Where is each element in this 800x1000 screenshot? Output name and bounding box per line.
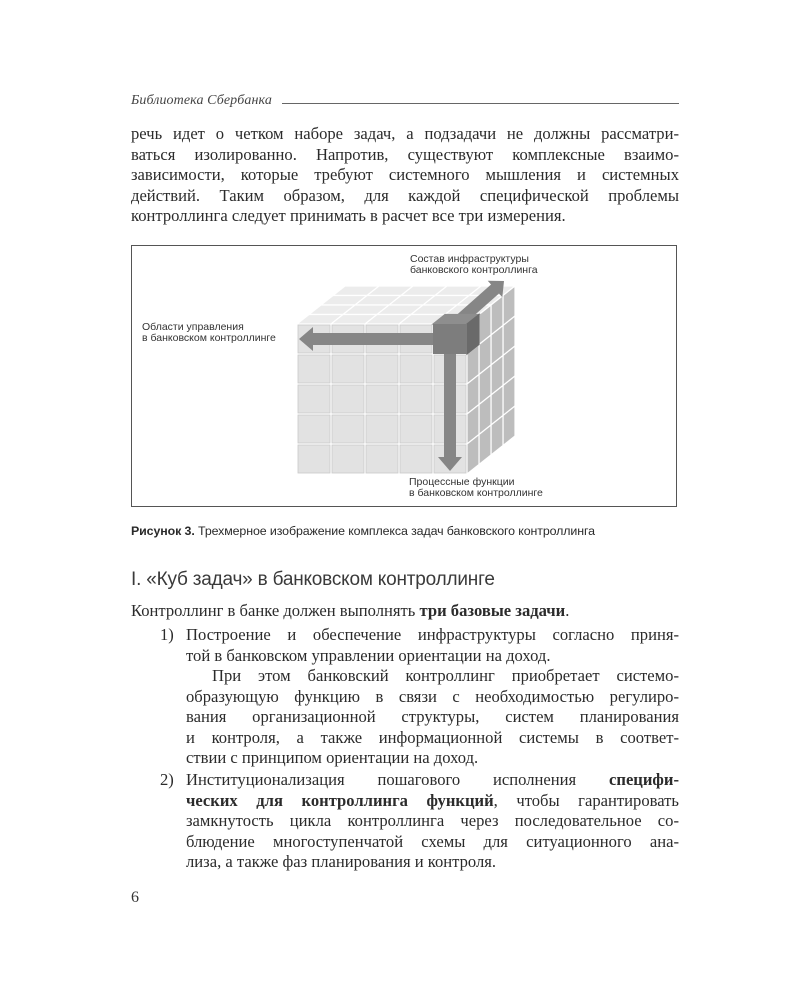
list-item-2 (186, 770, 679, 873)
cube-front-cell (366, 415, 398, 443)
label-line: в банковском контроллинге (142, 332, 276, 344)
cube-diagram (132, 246, 678, 508)
list-line: ствии с принципом ориентации на доход. (186, 748, 479, 768)
list-line: той в банковском управлении ориентации на доход. (186, 645, 551, 665)
list-bold: ческих для контроллинга функций (186, 790, 494, 810)
label-line: Состав инфраструктуры (410, 253, 529, 265)
cube-front-cell (332, 415, 364, 443)
lead-bold: три базовые задачи (419, 601, 566, 620)
section-heading: I. «Куб задач» в банковском контроллинге (131, 569, 495, 590)
cube-front-cell (298, 415, 330, 443)
cube-front-cell (332, 355, 364, 383)
highlight-cube-front (433, 324, 467, 354)
list-line: образующую функцию в связи с необходимостью регулиро- (186, 686, 679, 706)
cube-front-cell (400, 355, 432, 383)
list-line: лиза, а также фаз планирования и контроля. (186, 852, 497, 872)
list-line: вания организационной структуры, систем планирования (186, 707, 679, 727)
list-number: 2) (160, 770, 174, 789)
page-number: 6 (131, 889, 139, 906)
lead-text: Контроллинг в банке должен выполнять (131, 601, 420, 620)
list-text: , чтобы гарантировать (493, 790, 679, 810)
running-head-rule (282, 103, 679, 104)
paragraph-line: ваться изолированно. Напротив, существуют комплексные взаимо- (131, 144, 679, 164)
list-line: При этом банковский контроллинг приобретает системо- (212, 666, 679, 685)
list-line (186, 791, 679, 812)
list-line: Построение и обеспечение инфраструктуры согласно приня- (186, 625, 679, 644)
caption-text: Трехмерное изображение комплекса задач банковского контроллинга (198, 524, 595, 538)
cube-front-cell (332, 445, 364, 473)
list-line: замкнутость цикла контроллинга через последовательное со- (186, 811, 679, 831)
label-management-areas (142, 322, 276, 344)
list-line: и контроля, а также информационной системы в соответ- (186, 727, 679, 747)
label-line: банковского контроллинга (410, 264, 538, 276)
cube-front-cell (366, 385, 398, 413)
figure-cube (131, 245, 677, 507)
caption-label: Рисунок 3. (131, 524, 195, 538)
cube-front-cell (298, 385, 330, 413)
intro-paragraph (131, 124, 679, 227)
list-item-1 (186, 625, 679, 666)
cube-front-cell (366, 355, 398, 383)
list-bold: специфи- (609, 770, 679, 789)
label-infrastructure (410, 254, 538, 276)
cube-front-cell (366, 445, 398, 473)
label-line: Процессные функции (409, 476, 515, 488)
list-line: блюдение многоступенчатой схемы для ситуационного ана- (186, 831, 679, 851)
list-line (186, 770, 679, 791)
label-process-functions (409, 477, 543, 499)
label-line: в банковском контроллинге (409, 487, 543, 499)
paragraph-line: контроллинга следует принимать в расчет все три измерения. (131, 206, 566, 226)
lead-paragraph (131, 601, 679, 622)
list-text: Институционализация пошагового исполнения (186, 770, 610, 789)
running-head-title: Библиотека Сбербанка (131, 93, 272, 108)
paragraph-line: речь идет о четком наборе задач, а подзадачи не должны рассматри- (131, 124, 679, 143)
paragraph-line: зависимости, которые требуют системного мышления и системных (131, 165, 679, 185)
running-head (131, 89, 679, 109)
cube-front-cell (332, 385, 364, 413)
lead-end: . (565, 601, 570, 620)
cube-front-cell (400, 385, 432, 413)
paragraph-line: действий. Таким образом, для каждой специфической проблемы (131, 185, 679, 205)
cube-front-cell (298, 355, 330, 383)
cube-front-cell (400, 445, 432, 473)
cube-front-cell (298, 445, 330, 473)
list-item-1-subparagraph (186, 666, 679, 769)
list-number: 1) (160, 625, 174, 644)
figure-caption (131, 524, 679, 538)
cube-front-cell (400, 415, 432, 443)
label-line: Области управления (142, 321, 244, 333)
